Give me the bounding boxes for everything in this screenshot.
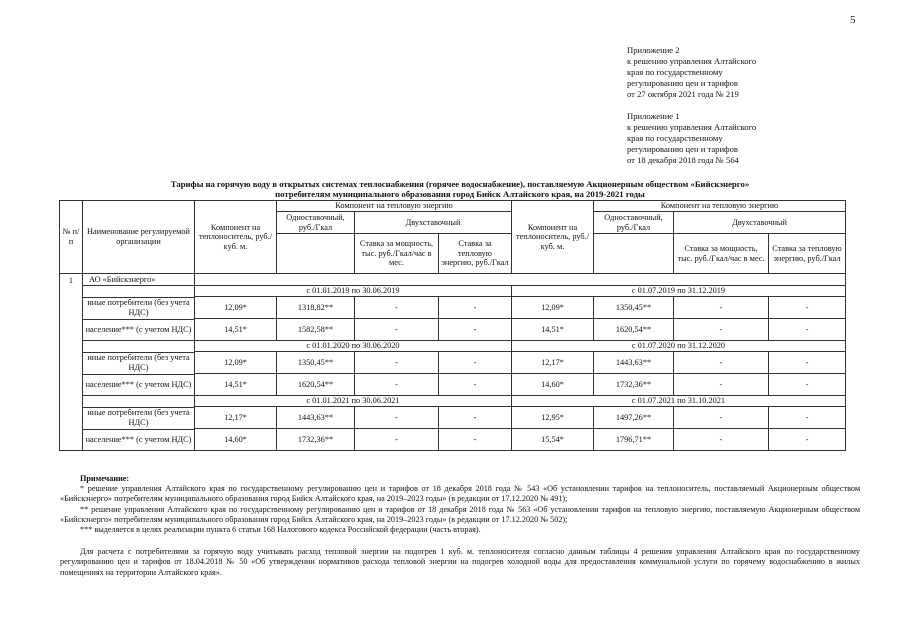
header-two-rate-left: Двухставочный [355,212,512,234]
capacity-left: - [355,407,439,429]
carrier-right: 15,54* [512,429,594,451]
header-two-rate-right: Двухставочный [674,212,846,234]
consumer-label: население*** (с учетом НДС) [83,429,195,451]
header-single-left: Одноставочный, руб./Гкал [277,212,355,234]
page-number: 5 [850,14,856,26]
carrier-left: 14,51* [195,319,277,341]
consumer-label: население*** (с учетом НДС) [83,374,195,396]
appendix-line: края по государственному [627,133,723,143]
single-left: 1443,63** [277,407,355,429]
single-right: 1796,71** [594,429,674,451]
consumer-label: иные потребители (без учета НДС) [83,297,195,319]
org-row-blank [195,274,846,286]
header-thermal-right: Компонент на тепловую энергию [594,201,846,212]
period-left: с 01.01.2019 по 30.06.2019 [195,286,512,297]
capacity-left: - [355,429,439,451]
capacity-right: - [674,352,769,374]
capacity-right: - [674,374,769,396]
notes-section [60,474,860,578]
capacity-left: - [355,319,439,341]
single-left: 1350,45** [277,352,355,374]
appendix-line: от 18 декабря 2018 года № 564 [627,155,739,165]
carrier-right: 12,95* [512,407,594,429]
appendix-line: Приложение 1 [627,111,680,121]
carrier-right: 12,09* [512,297,594,319]
appendix-line: края по государственному [627,67,723,77]
period-right: с 01.07.2019 по 31.12.2019 [512,286,846,297]
appendix-line: от 27 октября 2021 года № 219 [627,89,739,99]
capacity-left: - [355,352,439,374]
header-energy-right: Ставка за тепловую энергию, руб./Гкал [769,234,846,274]
energy-left: - [439,407,512,429]
header-carrier-right: Компонент на теплоноситель, руб./куб. м. [512,201,594,274]
energy-left: - [439,374,512,396]
header-org: Наименование регулируемой организации [83,201,195,274]
period-left: с 01.01.2021 по 30.06.2021 [195,396,512,407]
single-right: 1620,54** [594,319,674,341]
header-capacity-right: Ставка за мощность, тыс. руб./Гкал/час в мес. [674,234,769,274]
single-right: 1732,36** [594,374,674,396]
carrier-left: 12,17* [195,407,277,429]
header-single-right-blank [594,234,674,274]
header-single-right: Одноставочный, руб./Гкал [594,212,674,234]
energy-right: - [769,429,846,451]
title-line: Тарифы на горячую воду в открытых системах теплоснабжения (горячее водоснабжение), поставляемую Акционерным обществом «Бийскэнерго» [170,179,750,189]
capacity-right: - [674,429,769,451]
energy-right: - [769,407,846,429]
header-num: № п/п [60,201,83,274]
carrier-left: 14,51* [195,374,277,396]
energy-left: - [439,429,512,451]
header-capacity-left: Ставка за мощность, тыс. руб./Гкал/час в мес. [355,234,439,274]
title-line: потребителям муниципального образования город Бийск Алтайского края, на 2019-2021 годы [275,189,645,199]
document-title [60,179,860,199]
single-left: 1582,58** [277,319,355,341]
capacity-right: - [674,407,769,429]
appendix-1-header [627,111,827,166]
energy-right: - [769,374,846,396]
appendix-line: к решению управления Алтайского [627,56,757,66]
org-num: 1 [60,274,83,451]
energy-right: - [769,319,846,341]
capacity-right: - [674,297,769,319]
energy-left: - [439,297,512,319]
single-right: 1497,26** [594,407,674,429]
carrier-right: 14,51* [512,319,594,341]
single-right: 1350,45** [594,297,674,319]
appendix-line: Приложение 2 [627,45,680,55]
note-item: * решение управления Алтайского края по государственному регулированию цен и тарифов от 18 декабря 2018 года № 543 «Об установлении тарифов на теплоноситель, поставляемый Акционерным обществом «Бийскэнерго» потребителям муниципального образования город Бийск Алтайского края, на 2019–2023 годы» (в редакции от 17.12.2020 № 491); [60,484,860,504]
single-left: 1318,82** [277,297,355,319]
energy-right: - [769,297,846,319]
notes-final-paragraph: Для расчета с потребителями за горячую воду учитывать расход тепловой энергии на подогрев 1 куб. м. теплоносителя согласно данным таблицы 4 решения управления Алтайского края по государственному регулированию цен и тарифов от 18.04.2018 № 50 «Об утверждении нормативов расхода тепловой энергии на подогрев холодной воды для предоставления коммунальной услуги по горячему водоснабжению в жилых помещениях на территории Алтайского края». [60,547,860,577]
consumer-label: иные потребители (без учета НДС) [83,407,195,429]
carrier-left: 12,09* [195,352,277,374]
appendix-line: регулированию цен и тарифов [627,78,738,88]
header-carrier-left: Компонент на теплоноситель, руб./куб. м. [195,201,277,274]
single-left: 1620,54** [277,374,355,396]
carrier-right: 12,17* [512,352,594,374]
note-item: *** выделяется в целях реализации пункта 6 статьи 168 Налогового кодекса Российской федерации (часть вторая). [80,525,481,535]
capacity-left: - [355,374,439,396]
appendix-line: регулированию цен и тарифов [627,144,738,154]
period-right: с 01.07.2020 по 31.12.2020 [512,341,846,352]
header-energy-left: Ставка за тепловую энергию, руб./Гкал [439,234,512,274]
consumer-label: население*** (с учетом НДС) [83,319,195,341]
capacity-right: - [674,319,769,341]
carrier-left: 12,09* [195,297,277,319]
notes-title: Примечание: [80,474,130,483]
single-right: 1443,63** [594,352,674,374]
energy-left: - [439,319,512,341]
period-right: с 01.07.2021 по 31.10.2021 [512,396,846,407]
appendix-line: к решению управления Алтайского [627,122,757,132]
energy-left: - [439,352,512,374]
note-item: ** решение управления Алтайского края по государственному регулированию цен и тарифов от 18 декабря 2018 года № 563 «Об установлении тарифов на тепловую энергию, поставляемую Акционерным обществом «Бийскэнерго» потребителям муниципального образования город Бийск Алтайского края, на 2019–2023 годы» (в редакции от 17.12.2020 № 502); [60,504,860,524]
carrier-left: 14,60* [195,429,277,451]
carrier-right: 14,60* [512,374,594,396]
capacity-left: - [355,297,439,319]
consumer-label: иные потребители (без учета НДС) [83,352,195,374]
org-name: АО «Бийскэнерго» [83,274,195,286]
header-thermal-left: Компонент на тепловую энергию [277,201,512,212]
single-left: 1732,36** [277,429,355,451]
period-left: с 01.01.2020 по 30.06.2020 [195,341,512,352]
appendix-2-header [627,45,827,100]
energy-right: - [769,352,846,374]
header-single-left-blank [277,234,355,274]
